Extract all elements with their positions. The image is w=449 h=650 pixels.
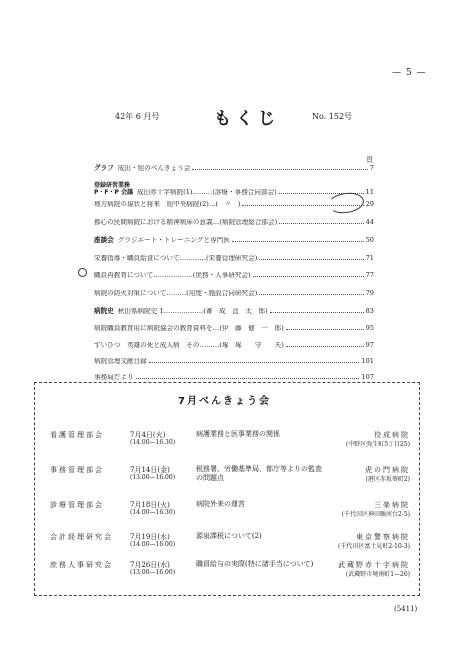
toc-title: グラジエート・トレーニングと専門医 (117, 237, 230, 244)
toc-title: 病院の防火対策について………(用度・施設合同研究会) (94, 290, 258, 297)
leader-dots (192, 169, 367, 170)
meeting-date: 7月14日(金) (130, 466, 170, 474)
toc-title: 病院管理文献目録 (94, 358, 147, 365)
toc-category (94, 182, 133, 196)
page-column-header: 頁 (366, 156, 373, 164)
meeting-name: 看護管理部会 (50, 431, 104, 439)
toc-title: 栄養指導・職員給食について…………(栄養管理研究会) (94, 255, 258, 262)
schedule-title: 7月べんきょう会 (178, 396, 271, 407)
toc-item (94, 232, 374, 244)
page-title: もくじ (214, 109, 280, 129)
issue-date: 42年 6 月号 (115, 112, 160, 121)
toc-title: 秋田県病院史 1………………(斎 成 直 太 郎) (117, 308, 268, 315)
toc-item (94, 353, 374, 365)
toc-page: 101 (361, 357, 374, 366)
meeting-time: (14.00—16.30) (130, 509, 176, 516)
page-number: — 5 — (392, 68, 427, 78)
toc-title: ずいひつ 英雄の死と成人病 その………(塚 塚 守 夫) (94, 342, 284, 349)
toc-page: 77 (365, 271, 374, 280)
meeting-time: (13.00—16.00) (130, 474, 176, 481)
toc-title: 地方病院の現状と将来 旭中央病院(2)…( 〃 ) (94, 201, 241, 208)
toc-page: 29 (365, 200, 374, 209)
meeting-topic: 税務署、労働基準局、都庁等よりの監査の問題点 (196, 465, 322, 482)
toc-item (94, 337, 374, 349)
toc-item (94, 214, 374, 226)
toc-page: 7 (369, 164, 374, 173)
meeting-row (50, 465, 410, 493)
meeting-address: (港区赤坂葵町2) (365, 476, 410, 483)
leader-dots (286, 329, 364, 330)
toc-category: 座談会 (94, 236, 114, 245)
toc-page: 107 (361, 373, 374, 382)
leader-dots (232, 241, 364, 242)
toc-title: 成田赤十字病院(1)………(診療・事務合同部会) (136, 189, 277, 196)
leader-dots (270, 312, 364, 313)
toc-title: 事務局だより (94, 374, 134, 381)
toc-category: 病院史 (94, 307, 114, 316)
meeting-date: 7月4日(火) (130, 431, 166, 439)
meeting-venue: 東京警察病院 (356, 533, 410, 541)
toc-title: 成田・旭のべんきょう会 (117, 165, 191, 172)
toc-page: 97 (365, 341, 374, 350)
meeting-row (50, 532, 410, 560)
meeting-date: 7月19日(水) (130, 533, 170, 541)
toc-page: 83 (365, 307, 374, 316)
leader-dots (253, 276, 364, 277)
toc-item (94, 267, 374, 279)
toc-title: 病院職員教育用に病院協会の教育資料を…(伊 藤 健 一 郎) (94, 325, 284, 332)
toc-category: グラフ (94, 164, 114, 173)
toc-item (94, 160, 374, 172)
meeting-venue: 佼成病院 (374, 431, 410, 439)
meeting-name: 事務管理部会 (50, 466, 104, 474)
meeting-time: (14.00—16.30) (130, 439, 176, 446)
toc-page: 79 (365, 289, 374, 298)
leader-dots (259, 294, 363, 295)
meeting-topic: 病院外来の運営 (196, 500, 245, 508)
meeting-topic: 職員給与の実際(特に諸手当について) (196, 560, 314, 568)
meeting-address: (中野区弥生町5丁目25) (345, 441, 410, 448)
meeting-venue: 三楽病院 (374, 501, 410, 509)
toc-page: 44 (365, 218, 374, 227)
hand-drawn-circle-mark (78, 268, 87, 277)
toc-item (94, 285, 374, 297)
meeting-topic: 源泉課税について(2) (196, 532, 262, 540)
toc-page: 11 (365, 188, 374, 197)
toc-item (94, 180, 374, 196)
meeting-address: (千代田区富士見町2-10-3) (337, 543, 410, 550)
meeting-time: (14.00—16.00) (130, 541, 176, 548)
toc-category-line: 登録研習業務 (94, 182, 131, 189)
toc-item (94, 303, 374, 315)
toc-title: 都心の民間病院における精神病床の意義…(病院管理総合部会) (94, 219, 278, 226)
meeting-row (50, 430, 410, 458)
meeting-name: 会計経理研究会 (50, 533, 113, 541)
toc-item (94, 369, 374, 381)
meeting-date: 7月26日(水) (130, 561, 170, 569)
meeting-topic: 病護業務と医事業務の関係 (196, 430, 280, 438)
toc-category-line: P・F・P 会議 (94, 189, 133, 196)
toc-item (94, 250, 374, 262)
issue-number: No. 152号 (312, 112, 353, 121)
toc-page: 95 (365, 324, 374, 333)
leader-dots (136, 378, 360, 379)
leader-dots (286, 346, 364, 347)
toc-page: 71 (365, 254, 374, 263)
meeting-address: (千代田区神田駿河台2-5) (341, 511, 410, 518)
footer-code: (5411) (394, 605, 418, 613)
leader-dots (149, 362, 360, 363)
leader-dots (279, 223, 363, 224)
meeting-venue: 武蔵野赤十字病院 (338, 561, 410, 569)
meeting-name: 庶務人事研究会 (50, 561, 113, 569)
meeting-row (50, 560, 410, 588)
meeting-name: 診療管理部会 (50, 501, 104, 509)
toc-item (94, 320, 374, 332)
leader-dots (259, 259, 363, 260)
meeting-row (50, 500, 410, 528)
toc-title: 職員再教育について………………(庶務・人事研究会) (94, 272, 251, 279)
toc-page: 50 (365, 236, 374, 245)
meeting-venue: 虎の門病院 (365, 466, 410, 474)
meeting-address: (武蔵野市境南町1—26) (345, 571, 410, 578)
meeting-time: (13.00—16.00) (130, 569, 176, 576)
meeting-date: 7月18日(火) (130, 501, 170, 509)
